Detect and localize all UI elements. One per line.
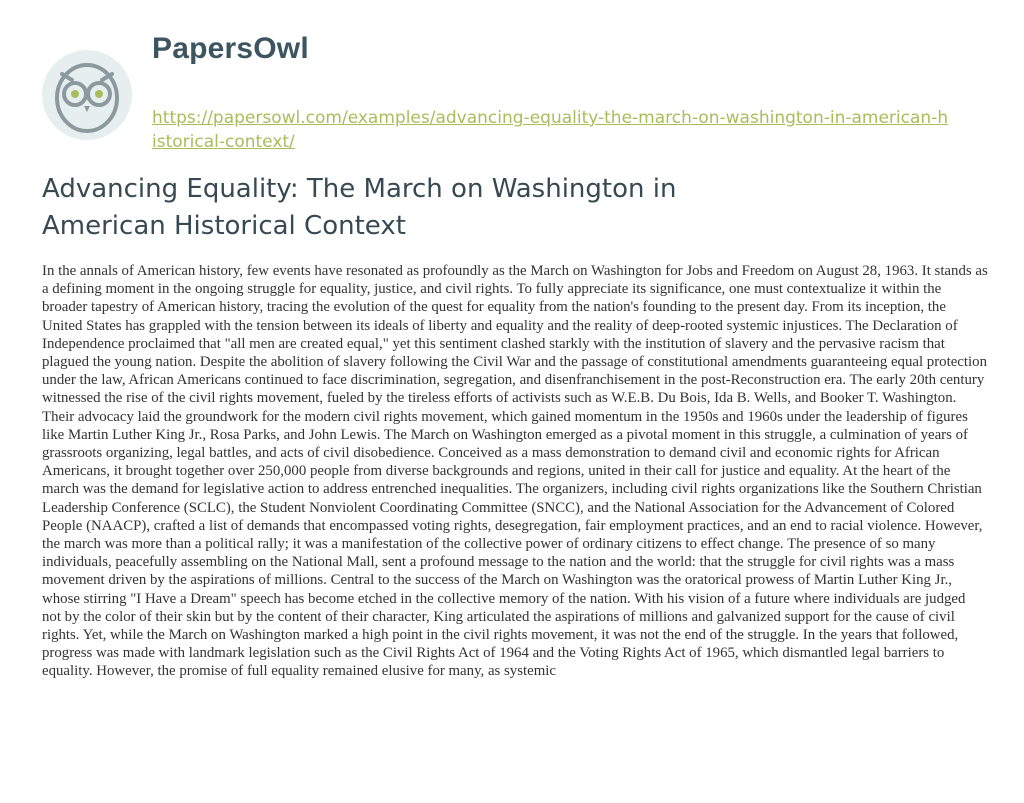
document-title: Advancing Equality: The March on Washington in American Historical Context: [42, 174, 677, 241]
owl-logo-icon[interactable]: [42, 50, 132, 140]
source-url-link[interactable]: https://papersowl.com/examples/advancing-equality-the-march-on-washington-in-american-historical-context/: [152, 108, 949, 152]
document-body: In the annals of American history, few events have resonated as profoundly as the March on Washington for Jobs and Freedom on August 28, 1963. It stands as a defining moment in the ongoing struggle for equality, justice, and civil rights. To fully appreciate its significance, one must contextualize it within the broader tapestry of American history, tracing the evolution of the quest for equality from the nation's founding to the present day. From its inception, the United States has grappled with the tension between its ideals of liberty and equality and the reality of deep-rooted systemic injustices. The Declaration of Independence proclaimed that "all men are created equal," yet this sentiment clashed starkly with the institution of slavery and the pervasive racism that plagued the young nation. Despite the abolition of slavery following the Civil War and the passage of constitutional amendments guaranteeing equal protection under the law, African Americans continued to face discrimination, segregation, and disenfranchisement in the post-Reconstruction era. The early 20th century witnessed the rise of the civil rights movement, fueled by the tireless efforts of activists such as W.E.B. Du Bois, Ida B. Wells, and Booker T. Washington. Their advocacy laid the groundwork for the modern civil rights movement, which gained momentum in the 1950s and 1960s under the leadership of figures like Martin Luther King Jr., Rosa Parks, and John Lewis. The March on Washington emerged as a pivotal moment in this struggle, a culmination of years of grassroots organizing, legal battles, and acts of civil disobedience. Conceived as a mass demonstration to demand civil and economic rights for African Americans, it brought together over 250,000 people from diverse backgrounds and regions, united in their call for justice and equality. At the heart of the march was the demand for legislative action to address entrenched inequalities. The organizers, including civil rights organizations like the Southern Christian Leadership Conference (SCLC), the Student Nonviolent Coordinating Committee (SNCC), and the National Association for the Advancement of Colored People (NAACP), crafted a list of demands that encompassed voting rights, desegregation, fair employment practices, and an end to racial violence. However, the march was more than a political rally; it was a manifestation of the collective power of ordinary citizens to effect change. The presence of so many individuals, peacefully assembling on the National Mall, sent a profound message to the nation and the world: that the struggle for civil rights was a mass movement driven by the aspirations of millions. Central to the success of the March on Washington was the oratorical prowess of Martin Luther King Jr., whose stirring "I Have a Dream" speech has become etched in the collective memory of the nation. With his vision of a future where individuals are judged not by the color of their skin but by the content of their character, King articulated the aspirations of millions and galvanized support for the cause of civil rights. Yet, while the March on Washington marked a high point in the civil rights movement, it was not the end of the struggle. In the years that followed, progress was made with landmark legislation such as the Civil Rights Act of 1964 and the Voting Rights Act of 1965, which dismantled legal barriers to equality. However, the promise of full equality remained elusive for many, as systemic: [42, 263, 988, 680]
site-header: [42, 30, 1002, 160]
brand-name[interactable]: PapersOwl: [152, 32, 309, 65]
owl-logo-graphic: [42, 50, 132, 140]
